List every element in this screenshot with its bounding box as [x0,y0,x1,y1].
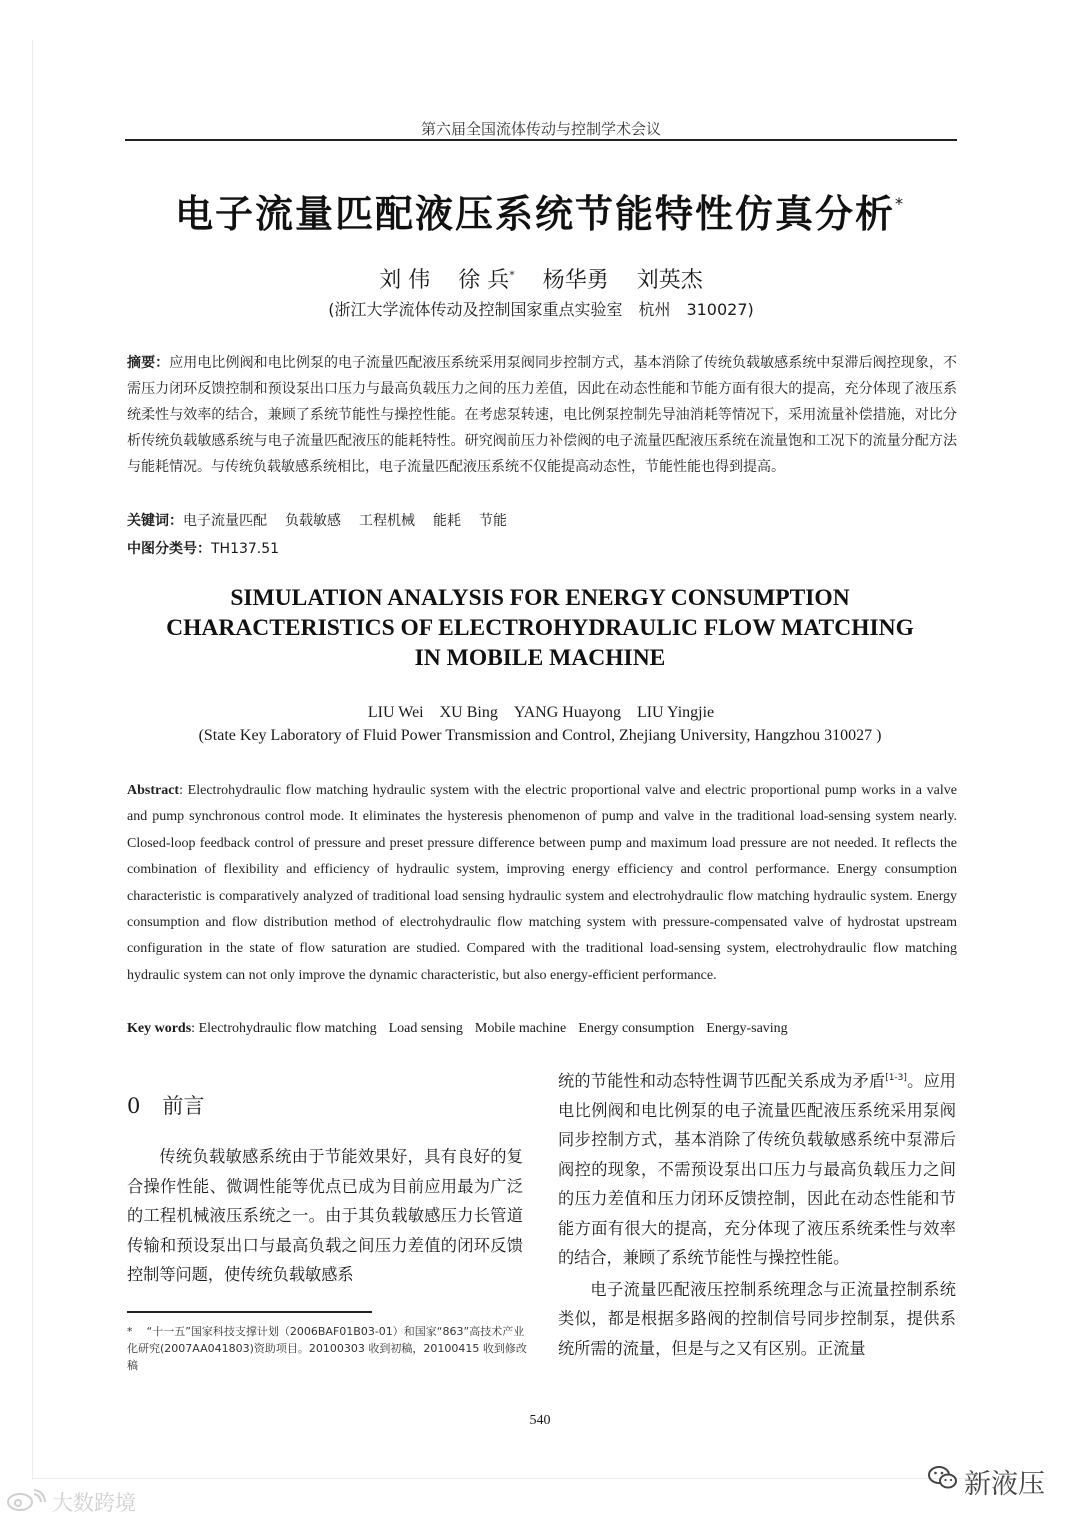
right-paragraph-1-text: 统的节能性和动态特性调节匹配关系成为矛盾 [558,1071,886,1091]
english-title-line-1: SIMULATION ANALYSIS FOR ENERGY CONSUMPTION [230,585,850,611]
right-paragraph-1-end: 。应用电比例阀和电比例泵的电子流量匹配液压系统采用泵阀同步控制方式，基本消除了传统负载敏感系统中泵滞后阀控的现象，不需预设泵出口压力与最高负载压力之间的压力差值和压力闭环反馈控制，因此在动态性能和节能方面有很大的提高，充分体现了液压系统柔性与效率的结合，兼顾了系统节能性与操控性能。 [558,1071,956,1268]
weibo-icon [6,1489,46,1516]
author-1: 刘 伟 [379,268,431,293]
funding-footnote [127,1323,527,1374]
chinese-authors [125,263,957,294]
author-2 [458,268,515,293]
english-title-line-3: IN MOBILE MACHINE [414,645,666,671]
author-3: 杨华勇 [542,268,609,293]
author-2-mark: * [509,268,515,282]
en-keyword: Energy-saving [706,1021,788,1036]
en-keyword: Mobile machine [474,1021,567,1036]
watermark-left [6,1487,136,1517]
english-authors [125,704,957,722]
english-abstract-label: Abstract [127,783,180,798]
keyword: 负载敏感 [285,513,341,529]
header-rule [125,139,957,141]
body-column-left [127,1090,523,1284]
watermark-right-text: 新液压 [964,1469,1045,1500]
title-footnote-mark: * [895,194,905,213]
english-keywords: Key words: Electrohydraulic flow matching Load sensing Mobile machine Energy consumption Energy-saving [127,1021,788,1036]
footnote-text: “十一五”国家科技支撑计划（2006BAF01B03-01）和国家“863”高技术产业化研究(2007AA041803)资助项目。20100303 收到初稿，20100415 收到修改稿 [127,1325,527,1372]
english-abstract [127,778,957,989]
page-number: 540 [529,1413,551,1428]
chinese-keywords [127,510,957,530]
keyword: 电子流量匹配 [183,513,267,529]
en-author-4: LIU Yingjie [636,704,715,721]
en-keyword: Load sensing [388,1021,463,1036]
section-title: 前言 [162,1094,205,1118]
right-paragraph-2: 电子流量匹配液压控制系统理念与正流量控制系统类似，都是根据多路阀的控制信号同步控制泵，提供系统所需的流量，但是与之又有区别。正流量 [558,1279,956,1358]
en-keyword: Electrohydraulic flow matching [198,1021,377,1036]
chinese-abstract [127,350,957,480]
section-number: 0 [127,1094,141,1118]
english-abstract-text: : Electrohydraulic flow matching hydraulic system with the electric proportional valve and electric proportional pump works in a valve and pump synchronous control mode. It eliminates the hysteresis phenomenon of pump and valve in the traditional load-sensing system nearly. Closed-loop feedback control of pressure and preset pressure difference between pump and maximum load pressure are not needed. It reflects the combination of flexibility and efficiency of hydraulic system, improving energy efficiency and control performance. Energy consumption characteristic is comparatively analyzed of traditional load sensing hydraulic system and electrohydraulic flow matching hydraulic system. Energy consumption and flow distribution method of electrohydraulic flow matching system with pressure-compensated valve of hydrostat upstream configuration in the state of flow saturation are studied. Compared with the traditional load-sensing system, electrohydraulic flow matching hydraulic system can not only improve the dynamic characteristic, but also energy-efficient performance. [127,783,957,983]
chinese-title-text: 电子流量匹配液压系统节能特性仿真分析 [174,192,895,236]
keyword: 节能 [479,513,507,529]
english-keywords-label: Key words [127,1021,192,1036]
watermark-left-text: 大数跨境 [52,1491,136,1515]
wechat-icon [928,1465,958,1498]
classification-value: TH137.51 [211,541,280,557]
en-author-2: XU Bing [439,704,498,721]
english-title [100,583,980,673]
citation-ref: [1-3] [885,1073,907,1083]
page-border-left [32,40,33,1480]
author-4: 刘英杰 [636,268,703,293]
en-author-1: LIU Wei [367,704,424,721]
page-border-bottom [32,1478,1048,1479]
watermark-right [928,1462,1045,1501]
running-head: 第六届全国流体传动与控制学术会议 [420,120,661,138]
body-column-right [558,1064,956,1363]
en-keyword: Energy consumption [578,1021,695,1036]
section-heading [127,1090,523,1120]
keyword: 工程机械 [359,513,415,529]
keyword: 能耗 [433,513,461,529]
chinese-abstract-label: 摘要： [127,355,170,371]
chinese-keywords-label: 关键词： [127,513,183,529]
classification-number [127,538,957,558]
chinese-affiliation: (浙江大学流体传动及控制国家重点实验室 杭州 310027) [328,300,754,319]
author-2-name: 徐 兵 [458,268,510,293]
footnote-mark: * [127,1325,133,1338]
chinese-abstract-text: 应用电比例阀和电比例泵的电子流量匹配液压系统采用泵阀同步控制方式，基本消除了传统负载敏感系统中泵滞后阀控现象，不需压力闭环反馈控制和预设泵出口压力与最高负载压力之间的压力差值，因此在动态性能和节能方面有很大的提高，充分体现了液压系统柔性与效率的结合，兼顾了系统节能性与操控性能。在考虑泵转速，电比例泵控制先导油消耗等情况下，采用流量补偿措施，对比分析传统负载敏感系统与电子流量匹配液压的能耗特性。研究阀前压力补偿阀的电子流量匹配液压系统在流量饱和工况下的流量分配方法与能耗情况。与传统负载敏感系统相比，电子流量匹配液压系统不仅能提高动态性，节能性能也得到提高。 [127,355,958,475]
right-paragraph-1 [558,1064,956,1273]
en-author-3: YANG Huayong [513,704,621,721]
intro-paragraph: 传统负载敏感系统由于节能效果好，具有良好的复合操作性能、微调性能等优点已成为目前应用最为广泛的工程机械液压系统之一。由于其负载敏感压力长管道传输和预设泵出口与最高负载之间压力差值的闭环反馈控制等问题，使传统负载敏感系 [127,1147,523,1284]
chinese-title [80,183,1000,238]
english-title-line-2: CHARACTERISTICS OF ELECTROHYDRAULIC FLOW MATCHING [166,615,914,641]
english-affiliation: (State Key Laboratory of Fluid Power Transmission and Control, Zhejiang University, Hangzhou 310027 ) [198,727,882,744]
classification-label: 中图分类号： [127,541,211,557]
footnote-rule [127,1311,372,1313]
